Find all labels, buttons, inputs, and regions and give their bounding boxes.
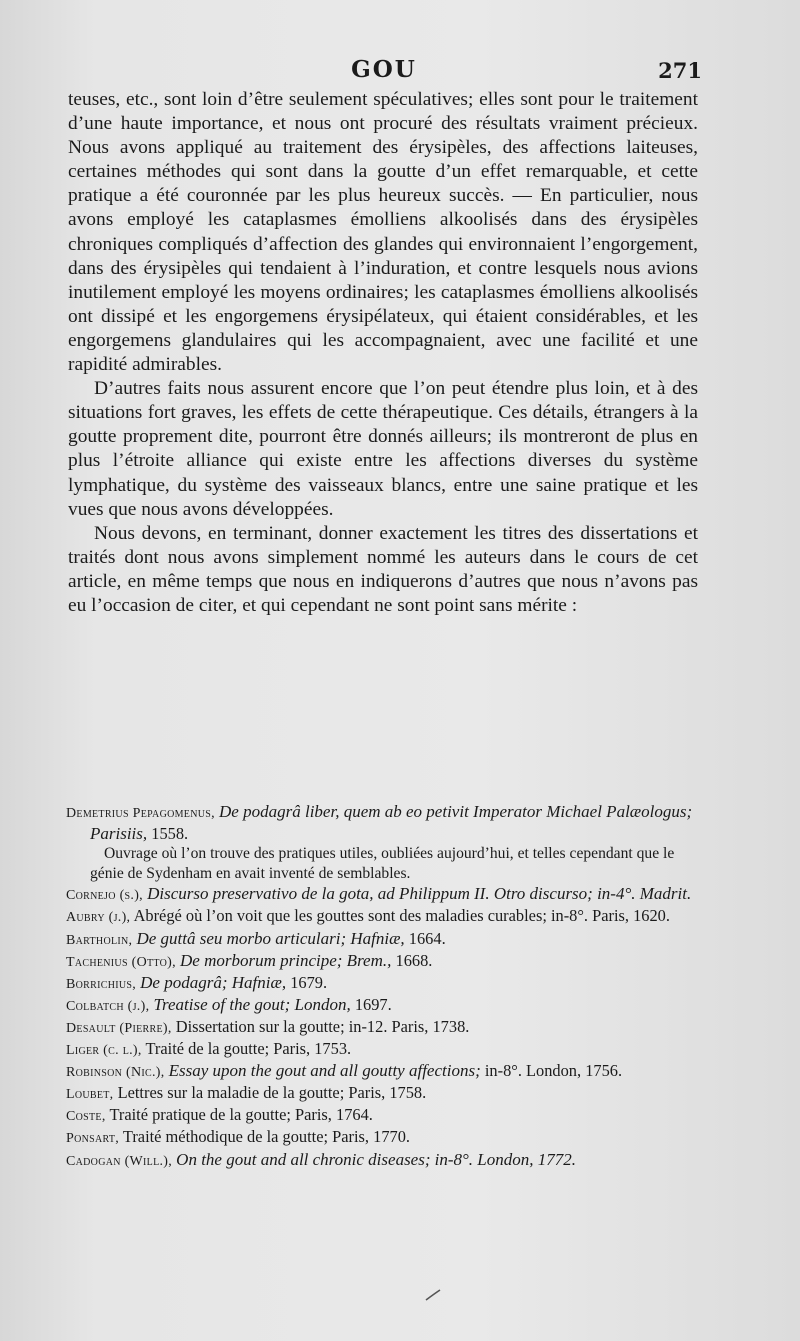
reference-entry	[66, 1017, 700, 1039]
reference-author: Cornejo (s.),	[66, 888, 143, 904]
body-text	[68, 88, 698, 618]
reference-details: 1668.	[395, 950, 433, 970]
reference-details: Traité de la goutte; Paris, 1753.	[145, 1039, 352, 1059]
reference-author: Loubet,	[66, 1087, 114, 1103]
reference-details: in-8°. London, 1772.	[434, 1149, 577, 1169]
reference-entry	[66, 1061, 700, 1083]
reference-details: in-8°. London, 1756.	[484, 1061, 623, 1081]
page-number: 271	[658, 58, 702, 83]
reference-entry	[66, 973, 700, 995]
running-header	[66, 56, 702, 86]
reference-details: 1558.	[151, 824, 189, 844]
reference-entry	[66, 929, 700, 951]
reference-details: Dissertation sur la goutte; in-12. Paris, 1738.	[175, 1016, 470, 1036]
reference-author: Borrichius,	[66, 976, 137, 992]
reference-entry	[66, 995, 700, 1017]
paragraph: teuses, etc., sont loin d’être seulement spéculatives; elles sont pour le traitement d’une haute importance, et nous ont procuré des résultats vraiment précieux. Nous avons appliqué au traitement des érysipèles, des affections laiteuses, certaines méthodes qui sont dans la goutte d’un effet remarquable, et cette pratique a été couronnée par les plus heureux succès. — En particulier, nous avons employé les cataplasmes émolliens alkoolisés dans des érysipèles chroniques compliqués d’affection des glandes qui environnaient l’engorgement, dans des érysipèles qui tendaient à l’induration, et contre lesquels nous avions inutilement employé les moyens ordinaires; les cataplasmes émolliens alkoolisés ont dissipé et les engorgemens érysipélateux, qui étaient considérables, et les engorgemens glandulaires qui les accompagnaient, avec une facilité et une rapidité admirables.	[68, 89, 698, 376]
reference-author: Colbatch (j.),	[66, 998, 150, 1014]
reference-author: Desault (Pierre),	[66, 1020, 172, 1036]
paragraph: D’autres faits nous assurent encore que l’on peut étendre plus loin, et à des situations fort graves, les effets de cette thérapeutique. Ces détails, étrangers à la goutte proprement dite, pourront être donnés ailleurs; ils montreront de plus en plus l’étroite alliance qui existe entre les affections diverses du système lymphatique, du système des vaisseaux blancs, entre une saine pratique et les vues que nous avons développées.	[68, 378, 698, 520]
reference-work: De morborum principe; Brem.,	[180, 950, 392, 970]
reference-details: 1664.	[408, 928, 446, 948]
reference-details: Traité méthodique de la goutte; Paris, 1770.	[122, 1127, 411, 1147]
reference-entry	[66, 884, 700, 906]
reference-note: Ouvrage où l’on trouve des pratiques utiles, oubliées aujourd’hui, et telles cependant que le génie de Sydenham en avait inventé de semblables.	[90, 845, 675, 883]
running-title: GOU	[351, 56, 417, 83]
reference-author: Liger (c. l.),	[66, 1043, 142, 1059]
paragraph: Nous devons, en terminant, donner exactement les titres des dissertations et traités dont nous avons simplement nommé les auteurs dans le cours de cet article, en même temps que nous en indiquerons d’autres que nous n’avons pas eu l’occasion de citer, et qui cependant ne sont point sans mérite :	[68, 522, 698, 616]
reference-details: Lettres sur la maladie de la goutte; Paris, 1758.	[117, 1083, 427, 1103]
reference-author: Tachenius (Otto),	[66, 954, 176, 970]
reference-details: Abrégé où l’on voit que les gouttes sont des maladies curables; in-8°. Paris, 1620.	[133, 906, 670, 926]
reference-work: De podagrâ liber, quem ab eo petivit Imperator Michael Palæologus; Parisiis,	[90, 802, 693, 844]
reference-details: II. Otro discurso; in-4°. Madrit.	[474, 884, 692, 904]
reference-work: Essay upon the gout and all goutty affections;	[168, 1061, 481, 1081]
reference-entry	[66, 1039, 700, 1061]
reference-author: Bartholin,	[66, 932, 133, 948]
reference-entry	[66, 802, 700, 844]
reference-work: De guttâ seu morbo articulari; Hafniæ,	[136, 928, 405, 948]
reference-entry	[66, 1150, 700, 1172]
reference-work: Discurso preservativo de la gota, ad Philippum	[147, 884, 470, 904]
bibliography	[66, 802, 700, 1172]
reference-work: On the gout and all chronic diseases;	[176, 1149, 431, 1169]
ink-mark-icon	[424, 1288, 442, 1302]
reference-author: Robinson (Nic.),	[66, 1065, 165, 1081]
reference-details: 1679.	[290, 972, 328, 992]
reference-details: Traité pratique de la goutte; Paris, 1764.	[109, 1105, 373, 1125]
reference-author: Demetrius Pepagomenus,	[66, 806, 215, 821]
reference-work: Treatise of the gout; London,	[153, 994, 351, 1014]
reference-entry	[66, 1083, 700, 1105]
reference-entry	[66, 1127, 700, 1149]
reference-entry	[66, 1105, 700, 1127]
reference-author: Cadogan (Will.),	[66, 1153, 173, 1169]
reference-work: De podagrâ; Hafniæ,	[140, 972, 287, 992]
reference-author: Coste,	[66, 1109, 106, 1125]
reference-details: 1697.	[354, 994, 392, 1014]
reference-author: Ponsart,	[66, 1131, 120, 1147]
reference-entry	[66, 906, 700, 928]
reference-author: Aubry (j.),	[66, 910, 131, 926]
reference-entry	[66, 951, 700, 973]
